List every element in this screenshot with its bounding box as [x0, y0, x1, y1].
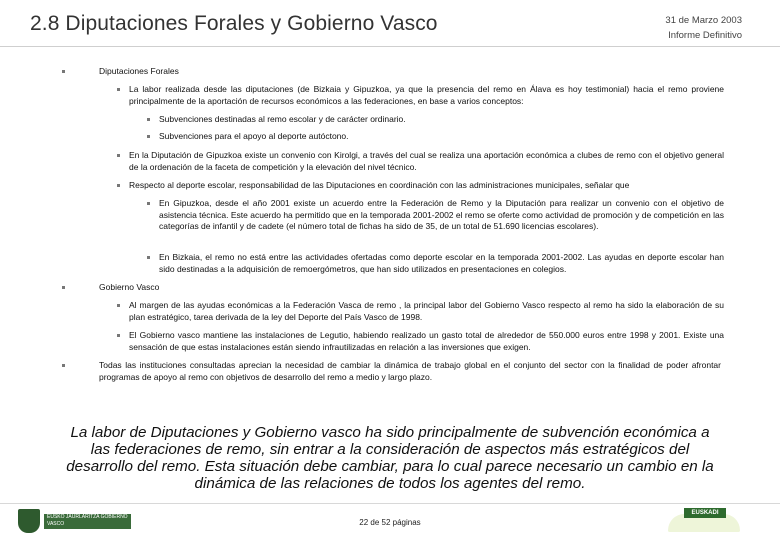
paragraph: La labor realizada desde las diputaciones (de Bizkaia y Gipuzkoa, ya que la presencia del remo en Álava es hoy testimonial) hacia el remo proviene principalmente de la aportación de recursos económicos a las federaciones, en base a varios conceptos: — [129, 84, 724, 106]
conclusion-statement: La labor de Diputaciones y Gobierno vasco ha sido principalmente de subvención económica a las federaciones de remo, sin entrar a la consideración de aspectos más estratégicos del desarrollo del remo. Esta situación debe cambiar, para lo cual parece necesario un cambio en la dinámica de las relaciones de todos los agentes del remo. — [66, 424, 714, 492]
square-bullet-icon — [117, 184, 120, 187]
sub-item: En Gipuzkoa, desde el año 2001 existe un acuerdo entre la Federación de Remo y la Diputación para realizar un convenio con el objetivo de asistencia técnica. Este acuerdo ha permitido que en la temporada 2001-2002 el remo se oferte como actividad de promoción y de competición en las categorías de infantil y de cadete (el número total de fichas ha sido de 35, de un total de 51.690 licencias escolares). — [159, 198, 724, 231]
square-bullet-icon — [117, 334, 120, 337]
euskadi-logo-text: EUSKADI — [684, 508, 726, 518]
square-bullet-icon — [117, 88, 120, 91]
euskadi-logo — [668, 504, 740, 534]
paragraph: Todas las instituciones consultadas aprecian la necesidad de cambiar la dinámica de trabajo global en el conjunto del sector con la finalidad de poder afrontar programas de apoyo al remo con objetivos de desarrollo del remo a medio y largo plazo. — [99, 360, 721, 382]
header-meta — [665, 13, 742, 43]
paragraph: Respecto al deporte escolar, responsabilidad de las Diputaciones en coordinación con las administraciones municipales, señalar que — [129, 180, 630, 190]
paragraph: En la Diputación de Gipuzkoa existe un convenio con Kirolgi, a través del cual se realiza una aportación económica a clubes de remo con el objetivo general de la ordenación de la faceta de competición y la elevación del nivel técnico. — [129, 150, 724, 172]
paragraph: Al margen de las ayudas económicas a la Federación Vasca de remo , la principal labor del Gobierno Vasco respecto al remo ha sido la elaboración de su plan estratégico, tarea derivada de la ley del Deporte del País Vasco de 1998. — [129, 300, 724, 322]
government-logo-text: EUSKO JAURLARITZA GOBIERNO VASCO — [44, 514, 131, 529]
square-bullet-icon — [147, 135, 150, 138]
square-bullet-icon — [62, 70, 65, 73]
square-bullet-icon — [147, 118, 150, 121]
square-bullet-icon — [62, 364, 65, 367]
square-bullet-icon — [62, 286, 65, 289]
sub-item: Subvenciones para el apoyo al deporte autóctono. — [159, 131, 349, 141]
sub-item: Subvenciones destinadas al remo escolar y de carácter ordinario. — [159, 114, 406, 124]
square-bullet-icon — [147, 256, 150, 259]
header-divider — [0, 46, 780, 47]
header-date: 31 de Marzo 2003 — [665, 15, 742, 26]
page-number: 22 de 52 páginas — [359, 518, 421, 527]
footer-divider — [0, 503, 780, 504]
square-bullet-icon — [117, 304, 120, 307]
section-heading-diputaciones: Diputaciones Forales — [99, 66, 179, 76]
square-bullet-icon — [147, 202, 150, 205]
paragraph: El Gobierno vasco mantiene las instalaciones de Legutio, habiendo realizado un gasto total de alrededor de 550.000 euros entre 1998 y 2001. Existe una sensación de que estas instalaciones están siendo infrautilizadas en relación a las inversiones que exigen. — [129, 330, 724, 352]
section-heading-gobierno: Gobierno Vasco — [99, 282, 160, 292]
page-title: 2.8 Diputaciones Forales y Gobierno Vasco — [30, 12, 438, 35]
square-bullet-icon — [117, 154, 120, 157]
sub-item: En Bizkaia, el remo no está entre las actividades ofertadas como deporte escolar en la temporada 2001-2002. Las ayudas en deporte escolar han sido destinadas a la adquisición de remoergómetros, que han sido utilizados en presentaciones en colegios. — [159, 252, 724, 274]
header-status: Informe Definitivo — [668, 30, 742, 41]
